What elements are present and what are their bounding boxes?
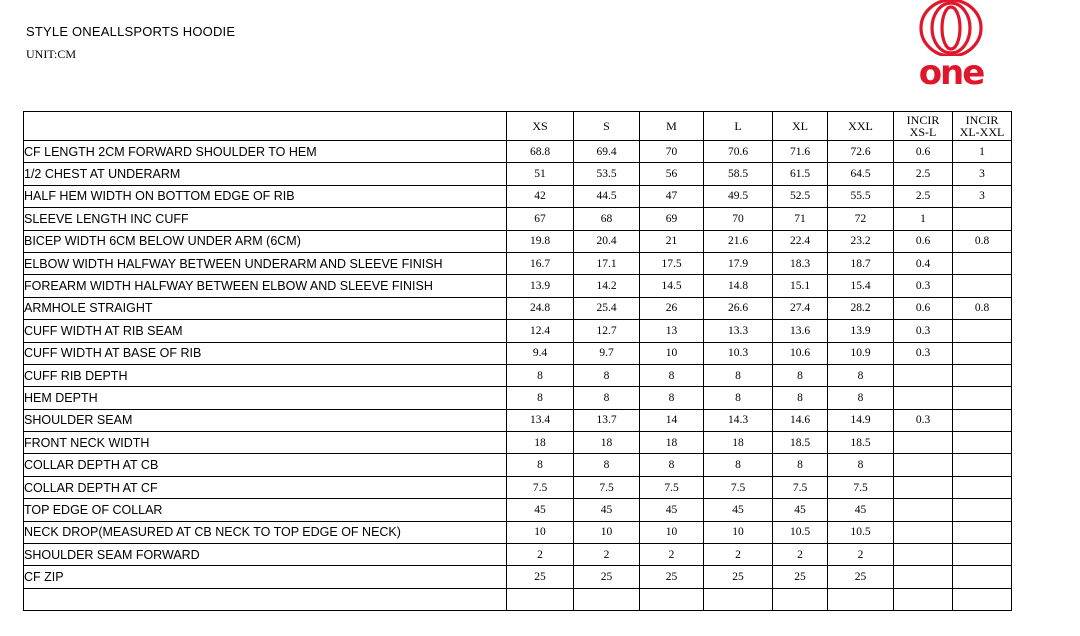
measurement-label: NECK DROP(MEASURED AT CB NECK TO TOP EDGE OF NECK) bbox=[24, 521, 507, 543]
increment-value-cell bbox=[894, 387, 953, 409]
size-value-cell: 14.8 bbox=[704, 275, 773, 297]
size-value-cell: 69 bbox=[640, 208, 704, 230]
incr-header-line1: INCIR bbox=[965, 113, 999, 127]
table-row bbox=[24, 432, 1012, 454]
increment-value-cell: 2.5 bbox=[894, 163, 953, 185]
size-value-cell: 8 bbox=[574, 364, 640, 386]
measurement-label: COLLAR DEPTH AT CF bbox=[24, 476, 507, 498]
size-value-cell: 7.5 bbox=[574, 476, 640, 498]
measurement-label: ARMHOLE STRAIGHT bbox=[24, 297, 507, 319]
header-label-cell bbox=[24, 112, 507, 141]
size-value-cell: 42 bbox=[507, 185, 574, 207]
size-value-cell: 8 bbox=[704, 454, 773, 476]
size-value-cell: 13.7 bbox=[574, 409, 640, 431]
size-value-cell: 21.6 bbox=[704, 230, 773, 252]
col-header-s: S bbox=[574, 112, 640, 141]
size-value-cell: 18 bbox=[507, 432, 574, 454]
size-value-cell: 8 bbox=[640, 454, 704, 476]
size-value-cell: 16.7 bbox=[507, 252, 574, 274]
size-value-cell: 67 bbox=[507, 208, 574, 230]
size-value-cell: 18.5 bbox=[773, 432, 828, 454]
measurement-label: CUFF WIDTH AT RIB SEAM bbox=[24, 320, 507, 342]
increment-value-cell bbox=[894, 454, 953, 476]
size-value-cell: 17.5 bbox=[640, 252, 704, 274]
measurement-label: CF ZIP bbox=[24, 566, 507, 588]
increment-value-cell: 1 bbox=[953, 141, 1012, 163]
increment-value-cell: 1 bbox=[894, 208, 953, 230]
table-row bbox=[24, 476, 1012, 498]
size-value-cell: 14 bbox=[640, 409, 704, 431]
increment-value-cell bbox=[953, 566, 1012, 588]
size-value-cell: 71.6 bbox=[773, 141, 828, 163]
size-value-cell: 18 bbox=[704, 432, 773, 454]
size-value-cell: 25 bbox=[507, 566, 574, 588]
size-value-cell: 2 bbox=[507, 544, 574, 566]
increment-value-cell bbox=[953, 275, 1012, 297]
table-row bbox=[24, 163, 1012, 185]
measurement-label: ELBOW WIDTH HALFWAY BETWEEN UNDERARM AND SLEEVE FINISH bbox=[24, 252, 507, 274]
increment-value-cell bbox=[894, 432, 953, 454]
size-value-cell: 8 bbox=[507, 364, 574, 386]
size-value-cell: 8 bbox=[704, 387, 773, 409]
size-value-cell: 70.6 bbox=[704, 141, 773, 163]
size-value-cell: 8 bbox=[574, 454, 640, 476]
table-row bbox=[24, 566, 1012, 588]
size-value-cell: 70 bbox=[640, 141, 704, 163]
size-value-cell: 10.6 bbox=[773, 342, 828, 364]
size-value-cell: 18 bbox=[574, 432, 640, 454]
size-value-cell: 10.5 bbox=[773, 521, 828, 543]
increment-value-cell: 0.8 bbox=[953, 297, 1012, 319]
increment-value-cell bbox=[953, 454, 1012, 476]
table-row bbox=[24, 141, 1012, 163]
size-value-cell: 10 bbox=[507, 521, 574, 543]
size-value-cell: 7.5 bbox=[507, 476, 574, 498]
size-value-cell: 25 bbox=[704, 566, 773, 588]
size-value-cell: 8 bbox=[828, 364, 894, 386]
size-value-cell bbox=[640, 588, 704, 610]
increment-value-cell: 0.6 bbox=[894, 297, 953, 319]
measurement-label: 1/2 CHEST AT UNDERARM bbox=[24, 163, 507, 185]
size-value-cell: 8 bbox=[773, 364, 828, 386]
size-value-cell: 10.9 bbox=[828, 342, 894, 364]
table-row bbox=[24, 342, 1012, 364]
increment-value-cell bbox=[953, 387, 1012, 409]
measurement-label: COLLAR DEPTH AT CB bbox=[24, 454, 507, 476]
size-value-cell: 14.2 bbox=[574, 275, 640, 297]
increment-value-cell: 0.8 bbox=[953, 230, 1012, 252]
increment-value-cell bbox=[953, 364, 1012, 386]
measurement-label: FOREARM WIDTH HALFWAY BETWEEN ELBOW AND SLEEVE FINISH bbox=[24, 275, 507, 297]
size-value-cell bbox=[574, 588, 640, 610]
size-value-cell: 72 bbox=[828, 208, 894, 230]
size-value-cell: 2 bbox=[574, 544, 640, 566]
increment-value-cell bbox=[953, 432, 1012, 454]
size-value-cell: 14.6 bbox=[773, 409, 828, 431]
table-row bbox=[24, 252, 1012, 274]
size-value-cell: 68 bbox=[574, 208, 640, 230]
size-value-cell: 13.6 bbox=[773, 320, 828, 342]
increment-value-cell: 3 bbox=[953, 163, 1012, 185]
size-value-cell: 10 bbox=[704, 521, 773, 543]
col-header-xxl: XXL bbox=[828, 112, 894, 141]
size-value-cell: 21 bbox=[640, 230, 704, 252]
size-value-cell: 8 bbox=[574, 387, 640, 409]
col-header-incr-xs-l bbox=[894, 112, 953, 141]
table-row bbox=[24, 544, 1012, 566]
size-value-cell: 23.2 bbox=[828, 230, 894, 252]
increment-value-cell bbox=[953, 342, 1012, 364]
size-value-cell: 8 bbox=[640, 387, 704, 409]
size-value-cell: 8 bbox=[773, 454, 828, 476]
size-value-cell: 44.5 bbox=[574, 185, 640, 207]
table-row bbox=[24, 275, 1012, 297]
size-value-cell: 13 bbox=[640, 320, 704, 342]
increment-value-cell: 0.3 bbox=[894, 342, 953, 364]
size-value-cell: 12.7 bbox=[574, 320, 640, 342]
increment-value-cell: 0.3 bbox=[894, 409, 953, 431]
col-header-xl: XL bbox=[773, 112, 828, 141]
col-header-l: L bbox=[704, 112, 773, 141]
size-value-cell: 18.5 bbox=[828, 432, 894, 454]
size-value-cell: 45 bbox=[828, 499, 894, 521]
size-value-cell: 61.5 bbox=[773, 163, 828, 185]
measurement-label: FRONT NECK WIDTH bbox=[24, 432, 507, 454]
size-value-cell: 10 bbox=[640, 521, 704, 543]
table-row bbox=[24, 387, 1012, 409]
col-header-xs: XS bbox=[507, 112, 574, 141]
size-value-cell: 10.5 bbox=[828, 521, 894, 543]
size-value-cell: 15.1 bbox=[773, 275, 828, 297]
increment-value-cell bbox=[953, 476, 1012, 498]
size-value-cell: 58.5 bbox=[704, 163, 773, 185]
increment-value-cell bbox=[894, 499, 953, 521]
size-value-cell: 17.9 bbox=[704, 252, 773, 274]
increment-value-cell: 3 bbox=[953, 185, 1012, 207]
measurement-label: BICEP WIDTH 6CM BELOW UNDER ARM (6CM) bbox=[24, 230, 507, 252]
table-row bbox=[24, 297, 1012, 319]
size-value-cell: 2 bbox=[640, 544, 704, 566]
table-row bbox=[24, 320, 1012, 342]
table-row bbox=[24, 364, 1012, 386]
size-value-cell: 55.5 bbox=[828, 185, 894, 207]
size-value-cell: 52.5 bbox=[773, 185, 828, 207]
incr-header-line1: INCIR bbox=[906, 113, 940, 127]
size-value-cell: 2 bbox=[773, 544, 828, 566]
increment-value-cell: 2.5 bbox=[894, 185, 953, 207]
increment-value-cell bbox=[953, 208, 1012, 230]
size-value-cell: 69.4 bbox=[574, 141, 640, 163]
size-value-cell: 15.4 bbox=[828, 275, 894, 297]
increment-value-cell bbox=[953, 499, 1012, 521]
increment-value-cell bbox=[953, 588, 1012, 610]
size-value-cell: 9.7 bbox=[574, 342, 640, 364]
size-value-cell: 45 bbox=[574, 499, 640, 521]
size-value-cell: 8 bbox=[828, 454, 894, 476]
size-value-cell: 17.1 bbox=[574, 252, 640, 274]
increment-value-cell bbox=[953, 521, 1012, 543]
size-value-cell: 14.9 bbox=[828, 409, 894, 431]
size-value-cell: 27.4 bbox=[773, 297, 828, 319]
size-value-cell bbox=[773, 588, 828, 610]
size-value-cell: 8 bbox=[507, 387, 574, 409]
size-value-cell: 13.4 bbox=[507, 409, 574, 431]
size-value-cell: 25 bbox=[773, 566, 828, 588]
increment-value-cell: 0.4 bbox=[894, 252, 953, 274]
increment-value-cell bbox=[953, 320, 1012, 342]
table-row bbox=[24, 409, 1012, 431]
table-header-row bbox=[24, 112, 1012, 141]
measurement-label: HEM DEPTH bbox=[24, 387, 507, 409]
increment-value-cell bbox=[894, 544, 953, 566]
size-value-cell: 28.2 bbox=[828, 297, 894, 319]
increment-value-cell bbox=[953, 252, 1012, 274]
size-value-cell: 18.3 bbox=[773, 252, 828, 274]
col-header-incr-xl-xxl bbox=[953, 112, 1012, 141]
increment-value-cell bbox=[894, 566, 953, 588]
size-value-cell: 45 bbox=[704, 499, 773, 521]
size-value-cell bbox=[507, 588, 574, 610]
size-value-cell: 13.3 bbox=[704, 320, 773, 342]
increment-value-cell: 0.3 bbox=[894, 275, 953, 297]
col-header-m: M bbox=[640, 112, 704, 141]
size-value-cell: 70 bbox=[704, 208, 773, 230]
measurement-label: CUFF WIDTH AT BASE OF RIB bbox=[24, 342, 507, 364]
table-row bbox=[24, 499, 1012, 521]
increment-value-cell bbox=[894, 476, 953, 498]
logo-wordmark: one bbox=[918, 53, 984, 92]
size-value-cell: 7.5 bbox=[640, 476, 704, 498]
size-value-cell: 20.4 bbox=[574, 230, 640, 252]
size-value-cell: 19.8 bbox=[507, 230, 574, 252]
size-value-cell: 13.9 bbox=[507, 275, 574, 297]
size-value-cell: 64.5 bbox=[828, 163, 894, 185]
table-row bbox=[24, 230, 1012, 252]
size-value-cell: 45 bbox=[507, 499, 574, 521]
size-value-cell: 25 bbox=[574, 566, 640, 588]
size-value-cell: 10 bbox=[640, 342, 704, 364]
style-title: STYLE ONEALLSPORTS HOODIE bbox=[26, 24, 236, 39]
size-value-cell: 7.5 bbox=[773, 476, 828, 498]
measurement-label: TOP EDGE OF COLLAR bbox=[24, 499, 507, 521]
size-value-cell: 8 bbox=[704, 364, 773, 386]
size-value-cell: 18 bbox=[640, 432, 704, 454]
increment-value-cell bbox=[953, 544, 1012, 566]
size-value-cell: 2 bbox=[828, 544, 894, 566]
size-value-cell: 12.4 bbox=[507, 320, 574, 342]
size-value-cell: 25.4 bbox=[574, 297, 640, 319]
measurement-label: CF LENGTH 2CM FORWARD SHOULDER TO HEM bbox=[24, 141, 507, 163]
size-value-cell: 7.5 bbox=[828, 476, 894, 498]
table-row bbox=[24, 521, 1012, 543]
size-value-cell: 68.8 bbox=[507, 141, 574, 163]
unit-label: UNIT:CM bbox=[26, 47, 77, 61]
size-value-cell: 2 bbox=[704, 544, 773, 566]
table-body bbox=[24, 141, 1012, 611]
measurement-label: SHOULDER SEAM FORWARD bbox=[24, 544, 507, 566]
size-value-cell: 14.3 bbox=[704, 409, 773, 431]
size-value-cell: 72.6 bbox=[828, 141, 894, 163]
table-row bbox=[24, 454, 1012, 476]
size-value-cell: 18.7 bbox=[828, 252, 894, 274]
incr-header-line2: XS-L bbox=[909, 125, 937, 139]
size-value-cell: 8 bbox=[640, 364, 704, 386]
table-row bbox=[24, 185, 1012, 207]
table-row bbox=[24, 208, 1012, 230]
size-value-cell bbox=[828, 588, 894, 610]
size-value-cell: 71 bbox=[773, 208, 828, 230]
size-value-cell: 45 bbox=[640, 499, 704, 521]
size-value-cell: 8 bbox=[507, 454, 574, 476]
size-value-cell: 51 bbox=[507, 163, 574, 185]
size-value-cell: 25 bbox=[828, 566, 894, 588]
size-value-cell: 14.5 bbox=[640, 275, 704, 297]
size-value-cell: 56 bbox=[640, 163, 704, 185]
size-value-cell: 10.3 bbox=[704, 342, 773, 364]
increment-value-cell bbox=[894, 588, 953, 610]
size-spec-table bbox=[23, 111, 1012, 611]
measurement-label: SLEEVE LENGTH INC CUFF bbox=[24, 208, 507, 230]
increment-value-cell bbox=[894, 364, 953, 386]
size-value-cell bbox=[704, 588, 773, 610]
size-value-cell: 26.6 bbox=[704, 297, 773, 319]
size-value-cell: 9.4 bbox=[507, 342, 574, 364]
one-logo bbox=[908, 0, 994, 92]
table-row bbox=[24, 588, 1012, 610]
incr-header-line2: XL-XXL bbox=[959, 125, 1005, 139]
increment-value-cell: 0.6 bbox=[894, 230, 953, 252]
increment-value-cell: 0.6 bbox=[894, 141, 953, 163]
size-value-cell: 8 bbox=[828, 387, 894, 409]
size-value-cell: 10 bbox=[574, 521, 640, 543]
measurement-label: HALF HEM WIDTH ON BOTTOM EDGE OF RIB bbox=[24, 185, 507, 207]
measurement-label bbox=[24, 588, 507, 610]
size-value-cell: 53.5 bbox=[574, 163, 640, 185]
measurement-label: CUFF RIB DEPTH bbox=[24, 364, 507, 386]
increment-value-cell bbox=[953, 409, 1012, 431]
size-value-cell: 25 bbox=[640, 566, 704, 588]
size-value-cell: 7.5 bbox=[704, 476, 773, 498]
size-value-cell: 49.5 bbox=[704, 185, 773, 207]
size-value-cell: 13.9 bbox=[828, 320, 894, 342]
increment-value-cell bbox=[894, 521, 953, 543]
size-value-cell: 26 bbox=[640, 297, 704, 319]
size-value-cell: 8 bbox=[773, 387, 828, 409]
measurement-label: SHOULDER SEAM bbox=[24, 409, 507, 431]
size-value-cell: 22.4 bbox=[773, 230, 828, 252]
size-value-cell: 45 bbox=[773, 499, 828, 521]
increment-value-cell: 0.3 bbox=[894, 320, 953, 342]
size-value-cell: 24.8 bbox=[507, 297, 574, 319]
size-value-cell: 47 bbox=[640, 185, 704, 207]
